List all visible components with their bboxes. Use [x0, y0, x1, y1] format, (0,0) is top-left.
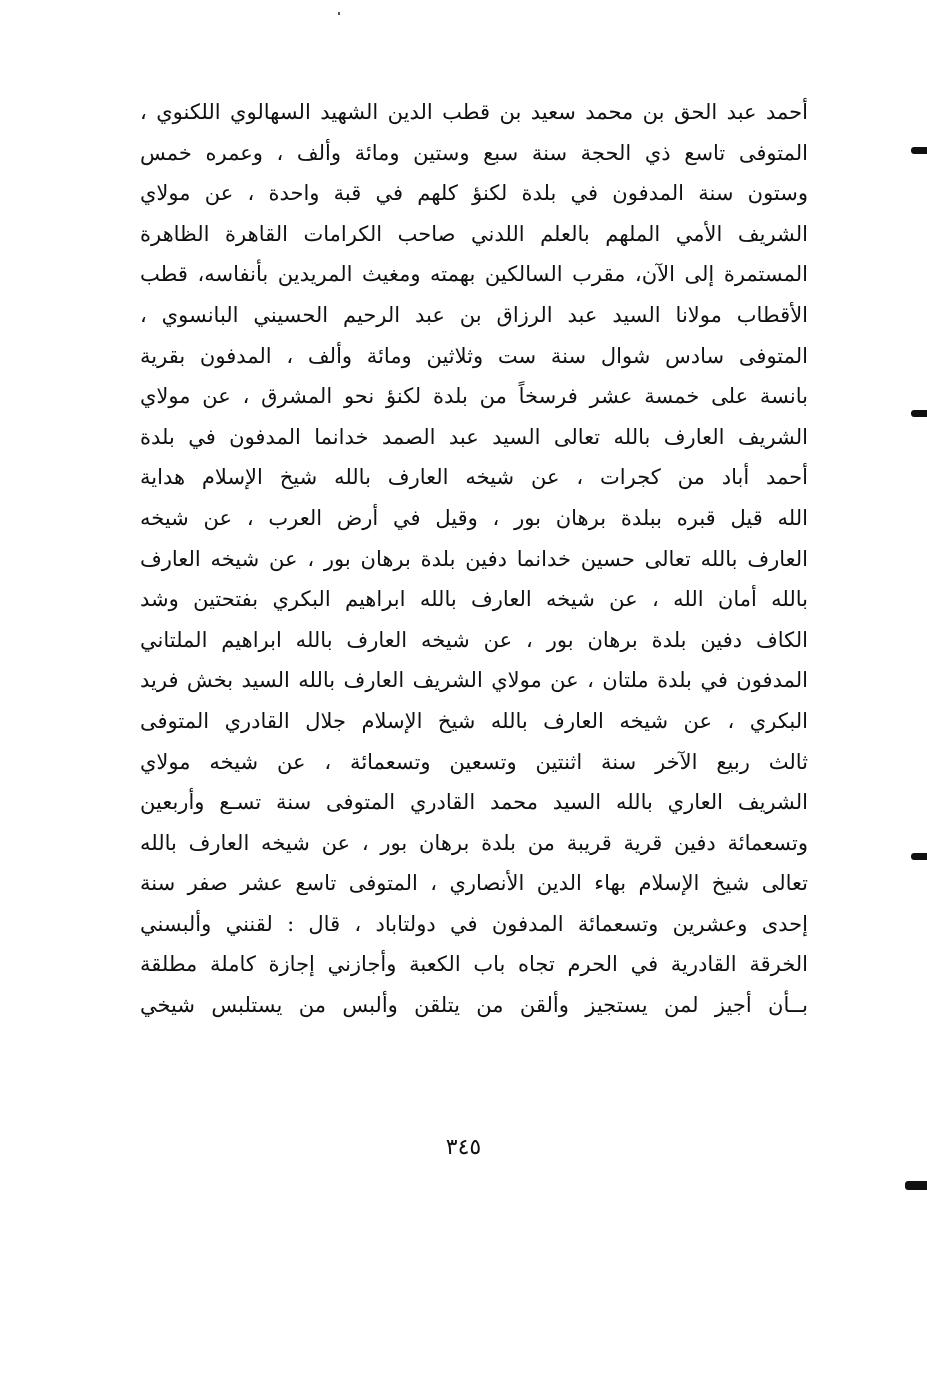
text-line: العارف بالله تعالى حسين خدانما دفين بلدة برهان بور ، عن شيخه العارف — [140, 546, 808, 571]
body-text — [140, 92, 808, 1026]
text-line: تعالى شيخ الإسلام بهاء الدين الأنصاري ، المتوفى تاسع عشر صفر سنة — [140, 871, 808, 896]
binding-mark — [911, 410, 927, 417]
text-line: الشريف الأمي الملهم بالعلم اللدني صاحب الكرامات القاهرة الظاهرة — [140, 221, 808, 246]
binding-mark — [911, 853, 927, 860]
binding-mark — [905, 1181, 927, 1190]
text-line: أحمد عبد الحق بن محمد سعيد بن قطب الدين الشهيد السهالوي اللكنوي ، — [140, 100, 808, 124]
text-line: الشريف العاري بالله السيد محمد القادري المتوفى سنة تسـع وأربعين — [140, 790, 808, 815]
page-number: ٣٤٥ — [445, 1135, 482, 1160]
text-line: البكري ، عن شيخه العارف بالله شيخ الإسلام جلال القادري المتوفى — [140, 708, 808, 733]
text-line: بانسة على خمسة عشر فرسخاً من بلدة لكنؤ نحو المشرق ، عن مولاي — [140, 384, 808, 409]
text-line: بــأن أجيز لمن يستجيز وألقن من يتلقن وألبس من يستلبس شيخي — [140, 993, 808, 1018]
text-line: الأقطاب مولانا السيد عبد الرزاق بن عبد الرحيم الحسيني البانسوي ، — [140, 302, 808, 327]
text-line: الخرقة القادرية في الحرم تجاه باب الكعبة وأجازني إجازة كاملة مطلقة — [140, 952, 808, 977]
text-line: أحمد أباد من كجرات ، عن شيخه العارف بالله شيخ الإسلام هداية — [140, 465, 808, 490]
text-line: الكاف دفين بلدة برهان بور ، عن شيخه العارف بالله ابراهيم الملتاني — [140, 627, 808, 652]
text-line: إحدى وعشرين وتسعمائة المدفون في دولتاباد ، قال : لقنني وألبسني — [140, 911, 808, 936]
text-line: المتوفى سادس شوال سنة ست وثلاثين ومائة وألف ، المدفون بقرية — [140, 343, 808, 368]
scan-speck — [338, 12, 340, 15]
text-line: المستمرة إلى الآن، مقرب السالكين بهمته ومغيث المريدين بأنفاسه، قطب — [140, 262, 808, 287]
binding-mark — [911, 147, 927, 154]
text-line: الله قيل قبره ببلدة برهان بور ، وقيل في أرض العرب ، عن شيخه — [140, 505, 808, 530]
text-line: الشريف العارف بالله تعالى السيد عبد الصمد خدانما المدفون في بلدة — [140, 424, 808, 449]
text-line: ثالث ربيع الآخر سنة اثنتين وتسعين وتسعمائة ، عن شيخه مولاي — [140, 749, 808, 774]
text-line: المدفون في بلدة ملتان ، عن مولاي الشريف العارف بالله السيد بخش فريد — [140, 668, 808, 693]
text-line: بالله أمان الله ، عن شيخه العارف بالله ابراهيم البكري بفتحتين وشد — [140, 587, 808, 612]
text-line: وتسعمائة دفين قرية قريبة من بلدة برهان بور ، عن شيخه العارف بالله — [140, 830, 808, 855]
text-line: المتوفى تاسع ذي الحجة سنة سبع وستين ومائة وألف ، وعمره خمس — [140, 140, 808, 165]
text-line: وستون سنة المدفون في بلدة لكنؤ كلهم في قبة واحدة ، عن مولاي — [140, 181, 808, 206]
